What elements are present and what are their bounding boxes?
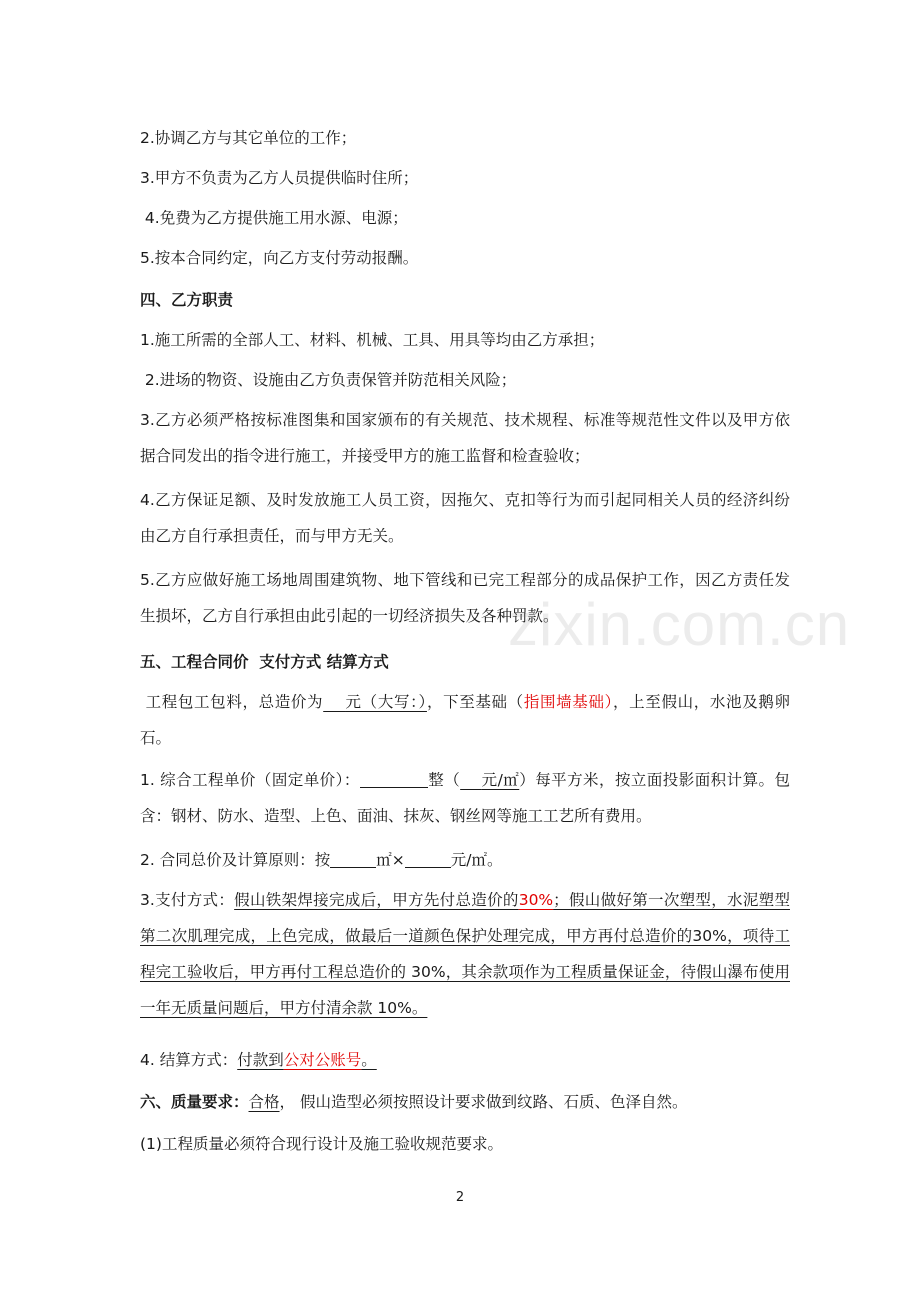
- page-number: 2: [455, 1190, 465, 1205]
- price-paragraph: [140, 684, 790, 756]
- total-principle-intro: 2. 合同总价及计算原则：按: [140, 851, 331, 869]
- quality-item-1: (1)工程质量必须符合现行设计及施工验收规范要求。: [140, 1135, 503, 1153]
- quality-line: [140, 1084, 790, 1120]
- total-price-label: 元（大写：）: [345, 693, 427, 711]
- total-principle-mid: ㎡×: [376, 851, 405, 869]
- unit-blank: [460, 771, 519, 789]
- settlement-end: 。: [361, 1051, 377, 1069]
- area-blank: [330, 849, 376, 868]
- b-duty-line-5: 5.乙方应做好施工场地周围建筑物、地下管线和已完工程部分的成品保护工作，因乙方责任发生损坏，乙方自行承担由此引起的一切经济损失及各种罚款。: [140, 571, 790, 625]
- duty-line-3: 3.甲方不负责为乙方人员提供临时住所；: [140, 169, 419, 187]
- settlement-account: 公对公账号: [283, 1051, 362, 1069]
- unit-price-paragraph: [140, 762, 790, 834]
- section-heading-6: 六、质量要求：: [140, 1093, 249, 1111]
- quality-description: ， 假山造型必须按照设计要求做到纹路、石质、色泽自然。: [279, 1093, 688, 1111]
- unit-label: 元/㎡: [481, 771, 520, 789]
- section-heading-4: 四、乙方职责: [140, 291, 234, 309]
- total-price-line: [140, 842, 790, 878]
- unit-price-outro: ）每平方米，按立面投影面积计算。包含：钢材、防水、造型、上色、面油、抹灰、钢丝网等施工工艺所有费用。: [140, 771, 790, 825]
- b-duty-line-2: 2.进场的物资、设施由乙方负责保管并防范相关风险；: [140, 371, 517, 389]
- section-heading-5: 五、工程合同价 支付方式 结算方式: [140, 653, 389, 671]
- settlement-line: [140, 1042, 790, 1078]
- settlement-label: 4. 结算方式：: [140, 1051, 238, 1069]
- total-principle-end: 元/㎡。: [450, 851, 503, 869]
- watermark: zixin.com.cn: [508, 591, 851, 658]
- b-duty-line-3: 3.乙方必须严格按标准图集和国家颁布的有关规范、技术规程、标准等规范性文件以及甲方依据合同发出的指令进行施工，并接受甲方的施工监督和检查验收；: [140, 411, 790, 465]
- unit-price-intro: 1. 综合工程单价（固定单价）：: [140, 771, 360, 789]
- payment-method-paragraph: [140, 882, 790, 1026]
- unit-price-blank: [360, 769, 428, 788]
- quality-grade: 合格: [248, 1093, 280, 1111]
- payment-percent-red: 30%: [518, 891, 554, 909]
- price-outro: ，上至假山，水池及鹅卵石。: [140, 693, 790, 747]
- foundation-note: 指围墙基础）: [523, 693, 613, 711]
- duty-line-2: 2.协调乙方与其它单位的工作；: [140, 129, 357, 147]
- payment-method-label: 3.支付方式：: [140, 891, 235, 909]
- duty-line-5: 5.按本合同约定，向乙方支付劳动报酬。: [140, 249, 419, 267]
- b-duty-line-1: 1.施工所需的全部人工、材料、机械、工具、用具等均由乙方承担；: [140, 331, 605, 349]
- duty-line-4: 4.免费为乙方提供施工用水源、电源；: [140, 209, 408, 227]
- b-duty-line-4: 4.乙方保证足额、及时发放施工人员工资，因拖欠、克扣等行为而引起同相关人员的经济纠纷由乙方自行承担责任，而与甲方无关。: [140, 491, 790, 545]
- unit-price-mid: 整（: [427, 771, 461, 789]
- settlement-text: 付款到: [237, 1051, 284, 1069]
- price-mid: ，下至基础（: [426, 693, 524, 711]
- price-intro: 工程包工包料，总造价为: [140, 693, 324, 711]
- total-price-blank: [323, 693, 427, 711]
- rate-blank: [405, 849, 451, 868]
- payment-method-text-1: 假山铁架焊接完成后，甲方先付总造价的: [234, 891, 519, 909]
- payment-method-text-2: ；假山做好第一次塑型，水泥塑型第二次肌理完成，上色完成，做最后一道颜色保护处理完成，甲方再付总造价的30%，项待工程完工验收后，甲方再付工程总造价的 30%，其余款项作为工程质量保证金，待假山瀑布使用一年无质量问题后，甲方付清余款 10%。: [140, 891, 790, 1017]
